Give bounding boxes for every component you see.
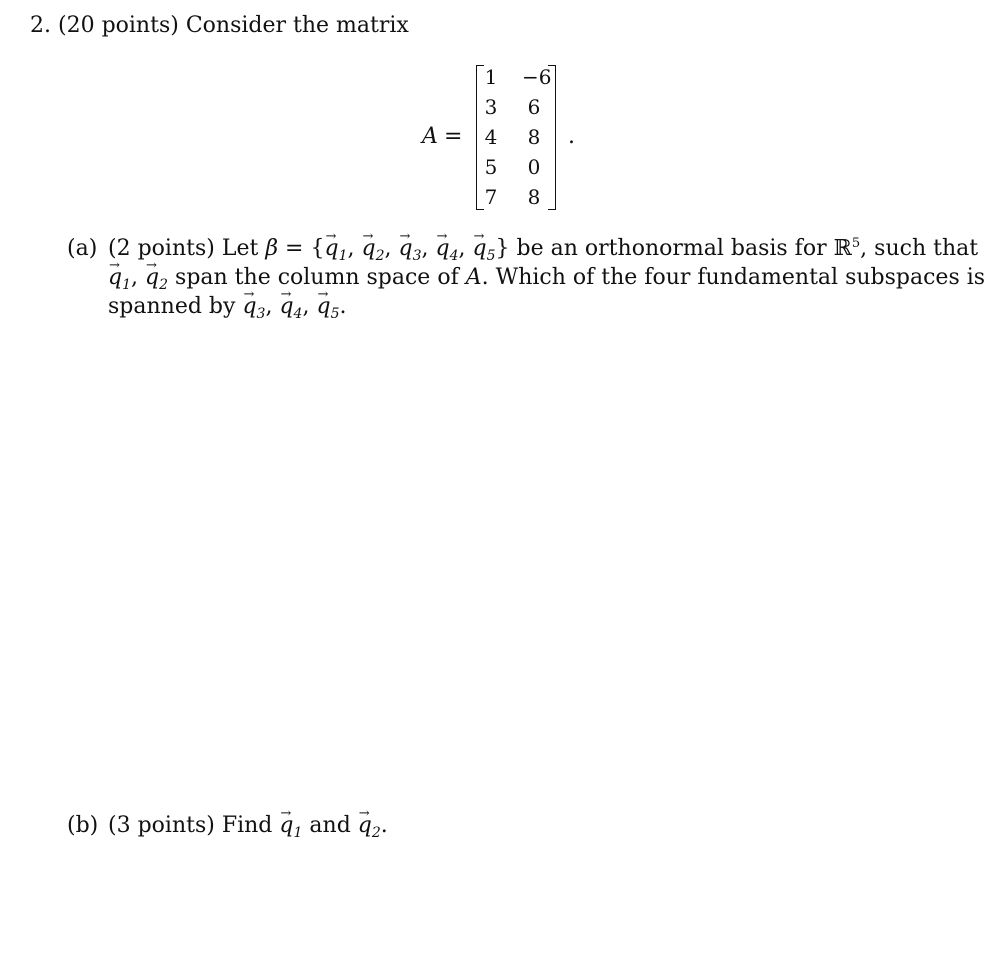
matrix-cell-r2c1: 3	[484, 95, 498, 119]
matrix-cell-r4c1: 5	[484, 155, 498, 179]
part-a-points: (2 points)	[108, 236, 215, 261]
vector-q3: → $q_3$	[399, 235, 422, 263]
matrix-cell-r3c1: 4	[484, 125, 498, 149]
beta-symbol: β	[265, 236, 279, 261]
part-b-label: (b)	[67, 813, 99, 838]
part-a-question: . Which of the four fundamental subspaces is	[481, 265, 986, 290]
problem-points: (20 points)	[58, 13, 179, 38]
vector-q5: → $q_5$	[316, 293, 339, 321]
part-b-points: (3 points)	[108, 813, 215, 838]
matrix-cell-r1c1: 1	[484, 65, 498, 89]
matrix-cell-r5c2: 8	[527, 185, 541, 209]
vector-q1: → $q_1$	[324, 235, 347, 263]
vector-q5: → $q_5$	[473, 235, 496, 263]
matrix-name: A	[422, 124, 438, 149]
part-a-basis-text: be an orthonormal basis for	[516, 236, 827, 261]
equals-sign: =	[285, 236, 304, 261]
problem-number: 2.	[30, 13, 51, 38]
part-b-line: (3 points) Find → $q_1$ and → $q_2$.	[108, 812, 388, 840]
vector-q2: → $q_2$	[145, 264, 168, 292]
real-space-symbol: ℝ$^5$	[833, 236, 861, 261]
matrix-equals: =	[444, 124, 463, 149]
part-b-and: and	[309, 813, 351, 838]
problem-title: Consider the matrix	[185, 13, 409, 38]
vector-q1: → $q_1$	[279, 812, 302, 840]
part-a-spanned-by: spanned by	[108, 294, 236, 319]
vector-q2: → $q_2$	[361, 235, 384, 263]
part-a-let: Let	[221, 236, 259, 261]
part-a-such-that: , such that	[860, 236, 979, 261]
part-a-line-2: → $q_1$, → $q_2$ span the column space of A. Which of the four fundamental subspaces is	[108, 264, 985, 292]
matrix-cell-r3c2: 8	[527, 125, 541, 149]
vector-q3: → $q_3$	[242, 293, 265, 321]
problem-heading	[30, 12, 409, 40]
set-close-brace: }	[495, 236, 510, 261]
set-open-brace: {	[310, 236, 325, 261]
vector-q1: → $q_1$	[108, 264, 131, 292]
vector-q4: → $q_4$	[279, 293, 302, 321]
part-a-span-text: span the column space of	[175, 265, 459, 290]
matrix-cell-r5c1: 7	[484, 185, 498, 209]
part-a-line-1: (2 points) Let β = {→ $q_1$, → $q_2$, → $q_3$, → $q_4$, → $q_5$} be an orthonormal basis for ℝ$^5$, such that	[108, 235, 978, 263]
vector-q4: → $q_4$	[436, 235, 459, 263]
matrix-cell-r4c2: 0	[527, 155, 541, 179]
matrix-trailing-period: .	[568, 124, 575, 149]
part-b-find: Find	[221, 813, 273, 838]
matrix-cell-r1c2: −6	[522, 65, 552, 89]
matrix-cell-r2c2: 6	[527, 95, 541, 119]
vector-q2: → $q_2$	[358, 812, 381, 840]
matrix-ref-a: A	[465, 265, 482, 290]
part-a-label: (a)	[67, 236, 98, 261]
part-a-line-3: spanned by → $q_3$, → $q_4$, → $q_5$.	[108, 293, 346, 321]
